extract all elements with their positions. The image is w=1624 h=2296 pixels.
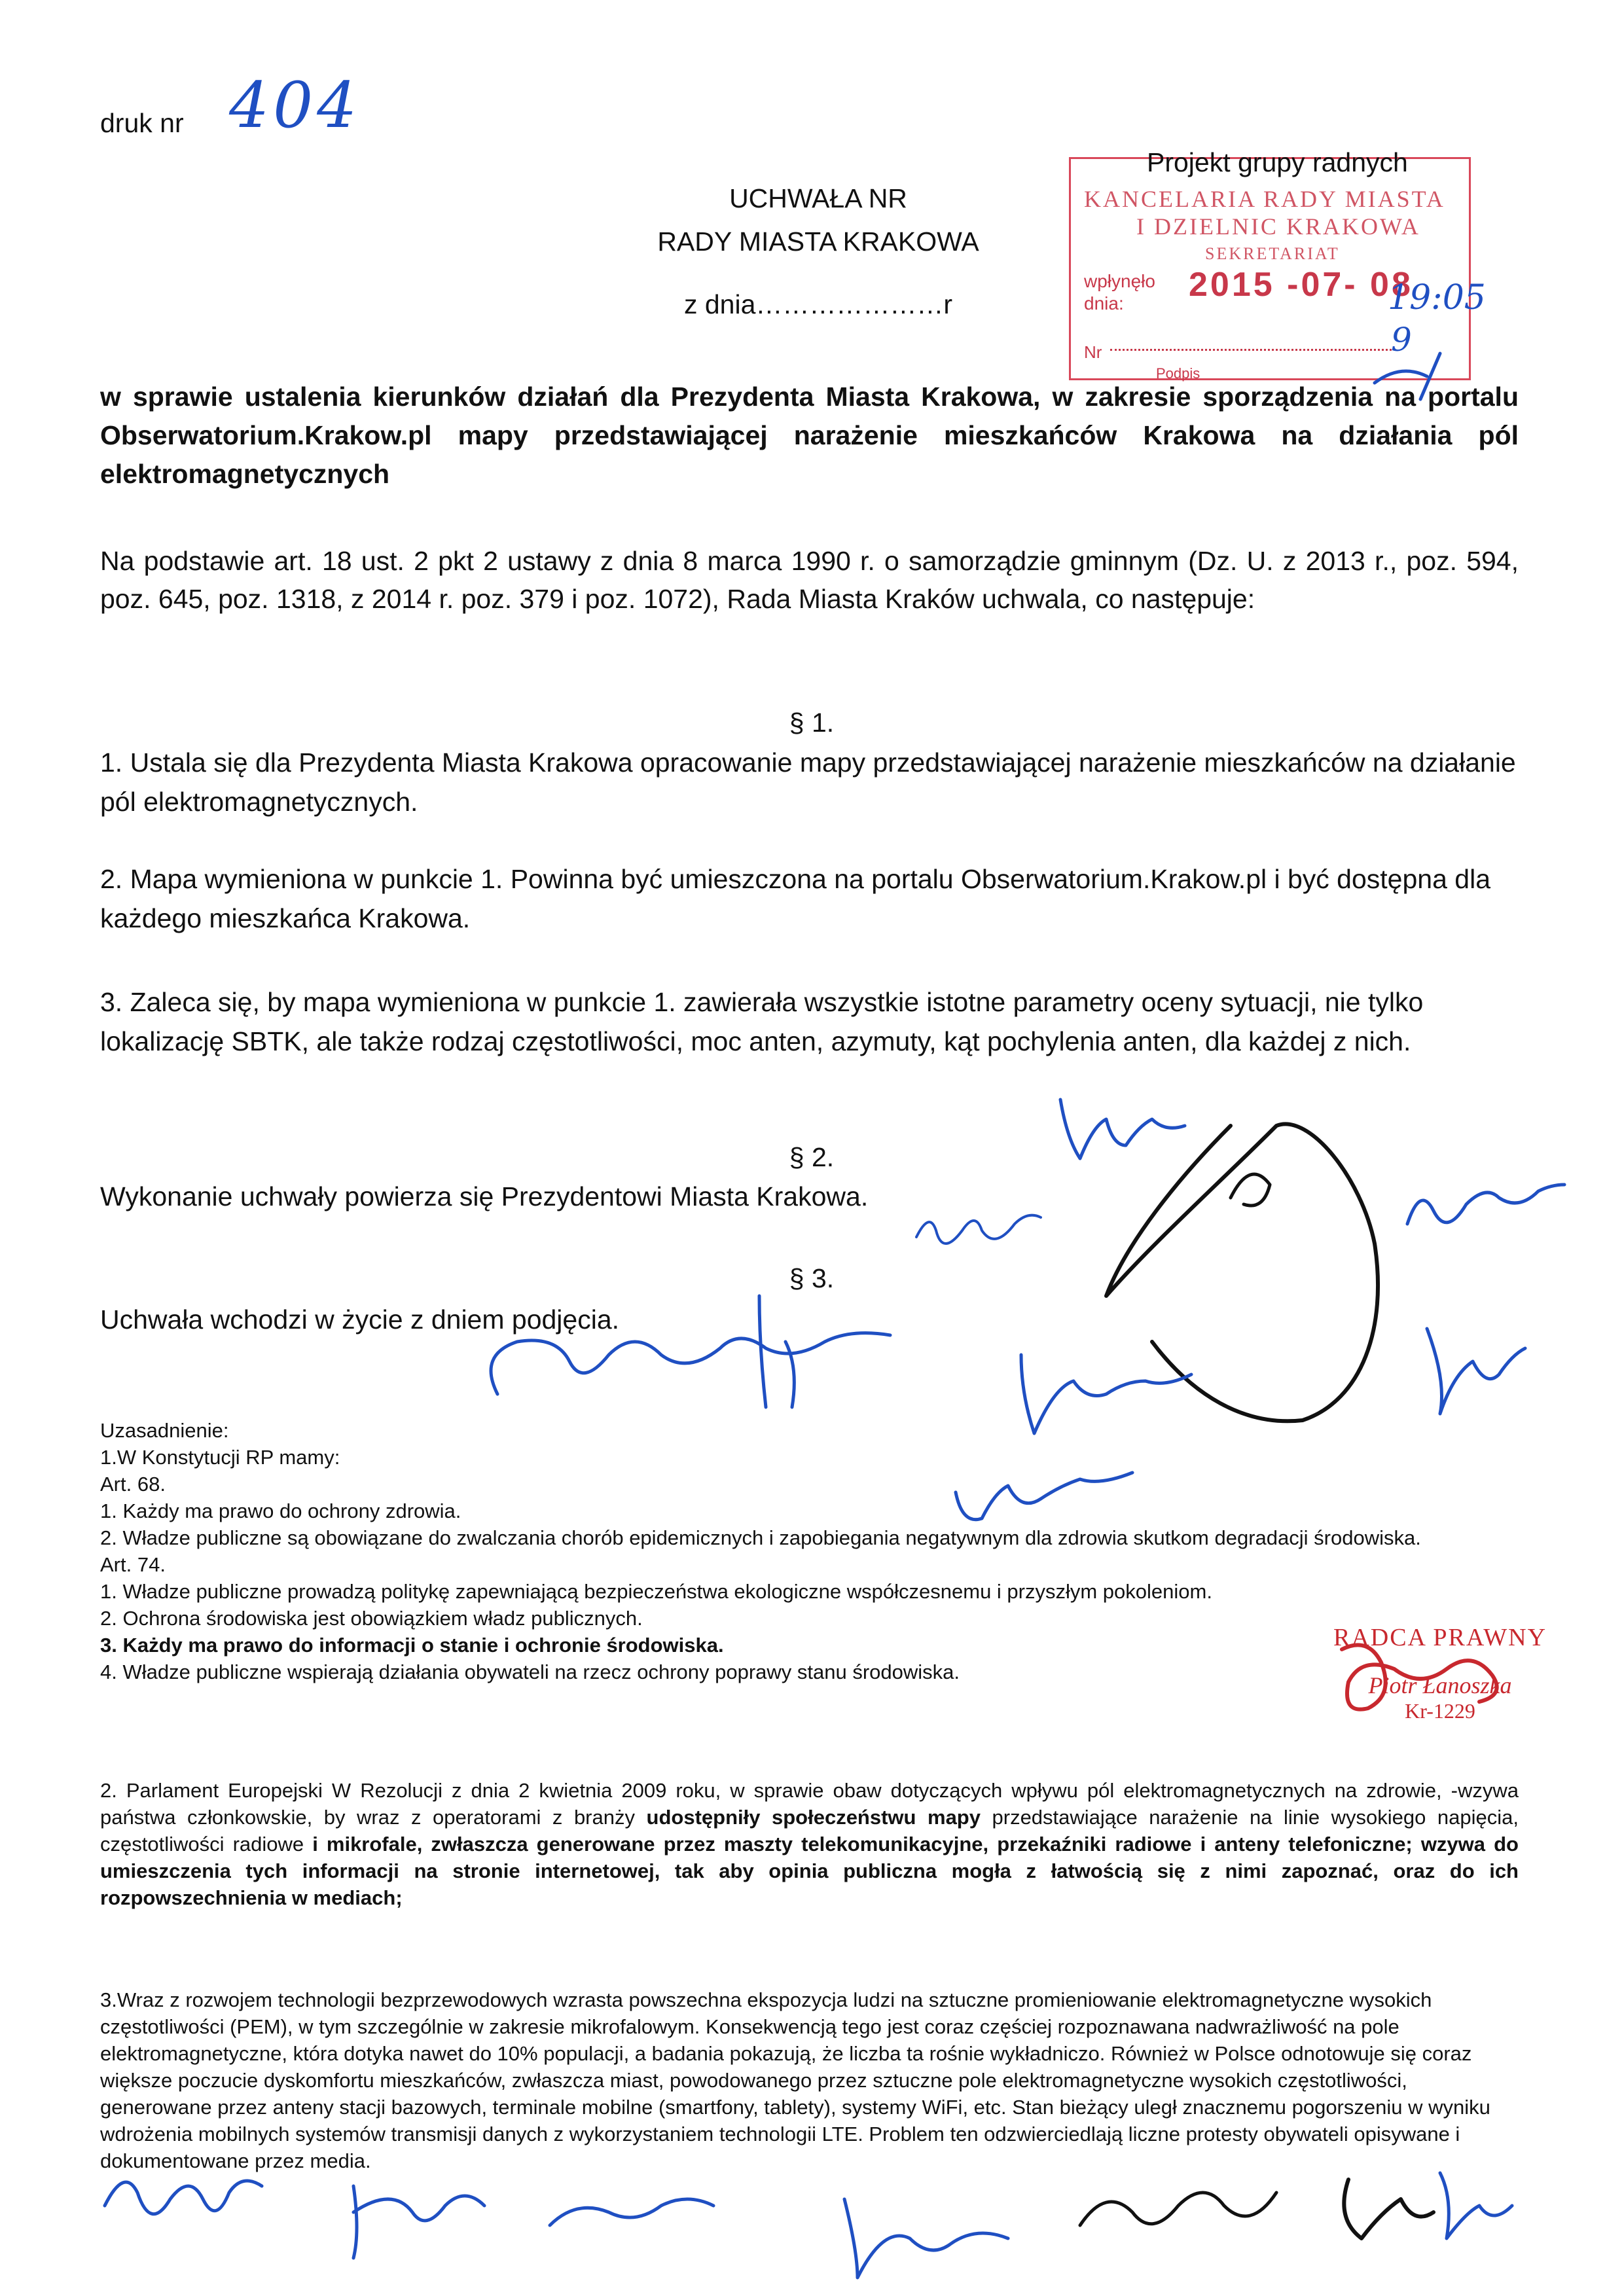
legal-stamp-name: Piotr Łanoszka: [1368, 1672, 1512, 1698]
justification-line: Art. 68.: [100, 1473, 166, 1496]
druk-label-text: druk nr: [100, 108, 184, 138]
justification-line: 1. Władze publiczne prowadzą politykę zapewniającą bezpieczeństwa ekologiczne współczesnemu i przyszłym pokoleniom.: [100, 1580, 1212, 1603]
signature-bottom-5: [1080, 2193, 1276, 2225]
signature-black-large: [1106, 1124, 1378, 1421]
stamp-line2: I DZIELNIC KRAKOWA: [1136, 213, 1420, 240]
section-1-point-3: 3. Zaleca się, by mapa wymieniona w punkcie 1. zawierała wszystkie istotne parametry oceny sytuacji, nie tylko lokalizację SBTK, ale także rodzaj częstotliwości, moc anten, azymuty, kąt pochylenia anten, dla każdej z nich.: [100, 987, 1424, 1056]
signature-blue-3: [1407, 1185, 1564, 1224]
signature-bottom-1: [105, 2181, 262, 2214]
signature-red-legal: [1342, 1645, 1497, 1709]
justification-line: 3. Każdy ma prawo do informacji o stanie i ochronie środowiska.: [100, 1634, 724, 1657]
justification-line: 1. Każdy ma prawo do ochrony zdrowia.: [100, 1499, 461, 1522]
section-3-heading: § 3.: [789, 1263, 835, 1293]
signature-blue-4: [491, 1333, 890, 1394]
druk-number: 404: [229, 69, 361, 142]
title-line2: RADY MIASTA KRAKOWA: [657, 226, 979, 257]
justification-paragraph-3: 3.Wraz z rozwojem technologii bezprzewodowych wzrasta powszechna ekspozycja ludzi na sztuczne promieniowanie elektromagnetyczne wysokich częstotliwości (PEM), w tym szczególnie w zakresie mikrofalowym. Konsekwencją tego jest coraz częściej rozpoznawana nadwrażliwość na pole elektromagnetyczne, która dotyka nawet do 10% populacji, a badania pokazują, że liczba ta rośnie wykładniczo. Również w Polsce odnotowuje się coraz większe poczucie dyskomfortu mieszkańców, zwłaszcza miast, powodowanego przez sztuczne pole elektromagnetyczne wysokich częstotliwości, generowane przez anteny stacji bazowych, terminale mobilne (smartfony, tablety), systemy WiFi, etc. Stan bieżący uległ znacznemu pogorszeniu w wyniku wdrożenia mobilnych systemów transmisji danych z wykorzystaniem technologii LTE. Problem ten odzwierciedlają liczne protesty obywateli opisywane i dokumentowane przez media.: [100, 1988, 1490, 2172]
justification-line: 2. Ochrona środowiska jest obowiązkiem władz publicznych.: [100, 1607, 643, 1630]
justification-line: 4. Władze publiczne wspierają działania obywateli na rzecz ochrony poprawy stanu środowiska.: [100, 1660, 960, 1683]
stamp-date: 2015 -07- 08: [1189, 266, 1413, 304]
title-date-line: z dnia…………………r: [683, 289, 953, 319]
p2-part-c: przedstawiające narażenie na linie wysokiego napięcia, częstotliwości radiowe: [100, 1806, 1519, 1856]
p2-part-d: i mikrofale, zwłaszcza generowane przez maszty telekomunikacyjne, przekaźniki radiowe i anteny telefoniczne; wzywa do umieszczenia tych informacji na stronie internetowej, tak aby opinia publiczna mogła z łatwością się z nimi zapoznać, oraz do ich rozpowszechnienia w mediach;: [100, 1833, 1519, 1909]
justification-heading: Uzasadnienie:: [100, 1419, 229, 1442]
stamp-sign-label: Podpis: [1156, 365, 1200, 382]
p2-part-a: 2. Parlament Europejski W Rezolucji z dnia 2 kwietnia 2009 roku, w sprawie obaw dotyczących wpływu pól elektromagnetycznych na zdrowie, -wzywa państwa członkowskie, by wraz z operatorami z branży: [100, 1779, 1519, 1829]
legal-stamp-title: RADCA PRAWNY: [1333, 1624, 1547, 1651]
stamp-nr-value: 9: [1391, 321, 1412, 359]
stamp-slash-signature: [1375, 353, 1440, 399]
signature-black-small: [1231, 1174, 1270, 1206]
signature-bottom-6: [1344, 2179, 1434, 2238]
justification-line: 2. Władze publiczne są obowiązane do zwalczania chorób epidemicznych i zapobiegania negatywnym dla zdrowia skutkom degradacji środowiska.: [100, 1526, 1421, 1549]
stamp-nr-label: Nr: [1084, 342, 1102, 362]
section-3-text: Uchwała wchodzi w życie z dniem podjęcia.: [100, 1304, 620, 1335]
p2-part-b: udostępniły społeczeństwu mapy: [646, 1806, 981, 1829]
section-2-heading: § 2.: [789, 1142, 835, 1172]
preamble: Na podstawie art. 18 ust. 2 pkt 2 ustawy z dnia 8 marca 1990 r. o samorządzie gminnym (Dz. U. z 2013 r., poz. 594, poz. 645, poz. 1318, z 2014 r. poz. 379 i poz. 1072), Rada Miasta Kraków uchwala, co następuje:: [100, 546, 1519, 614]
stamp-line3: SEKRETARIAT: [1205, 244, 1340, 263]
signature-blue-8: [1427, 1329, 1525, 1414]
signature-blue-6: [1021, 1355, 1191, 1433]
legal-stamp-number: Kr-1229: [1405, 1699, 1475, 1723]
justification-line: Art. 74.: [100, 1553, 166, 1576]
justification-line: 1.W Konstytucji RP mamy:: [100, 1446, 340, 1469]
section-1-heading: § 1.: [789, 708, 835, 738]
section-1-point-2: 2. Mapa wymieniona w punkcie 1. Powinna być umieszczona na portalu Obserwatorium.Krakow.pl i być dostępna dla każdego mieszkańca Krakowa.: [100, 864, 1490, 933]
signature-blue-1: [1060, 1100, 1185, 1158]
signature-blue-2: [916, 1215, 1041, 1244]
section-1-point-1: 1. Ustala się dla Prezydenta Miasta Krakowa opracowanie mapy przedstawiającej narażenie mieszkańców na działanie pól elektromagnetycznych.: [100, 747, 1516, 817]
project-note: Projekt grupy radnych: [1147, 147, 1408, 177]
signature-bottom-3: [550, 2199, 713, 2225]
signature-blue-7: [956, 1473, 1132, 1520]
stamp-time: 19:05: [1388, 278, 1486, 317]
title-line1: UCHWAŁA NR: [729, 183, 907, 213]
section-2-text: Wykonanie uchwały powierza się Prezydentowi Miasta Krakowa.: [100, 1181, 869, 1211]
stamp-received-label: wpłynęło dnia:: [1084, 271, 1155, 314]
resolution-subject: w sprawie ustalenia kierunków działań dla Prezydenta Miasta Krakowa, w zakresie sporządzenia na portalu Obserwatorium.Krakow.pl mapy przedstawiającej narażenie mieszkańców Krakowa na działania pól elektromagnetycznych: [100, 382, 1519, 489]
signature-bottom-4: [844, 2199, 1008, 2278]
stamp-line1: KANCELARIA RADY MIASTA: [1084, 186, 1445, 212]
signature-bottom-7: [1440, 2173, 1512, 2238]
signature-bottom-2: [353, 2186, 484, 2258]
